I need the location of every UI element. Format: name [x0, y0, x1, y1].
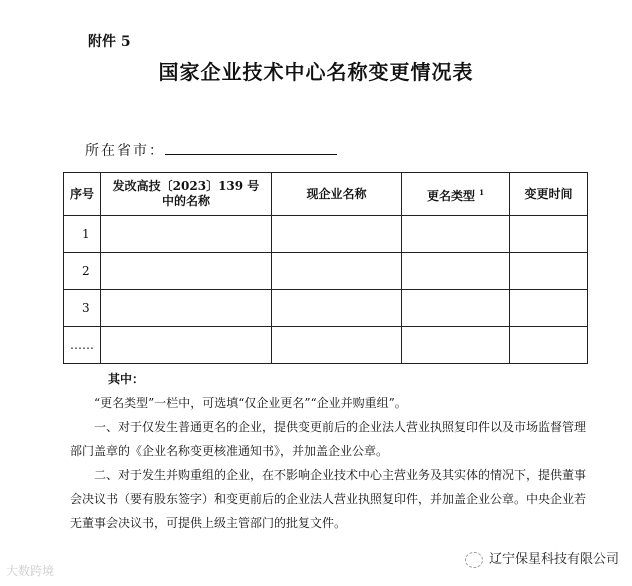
header-rename-type	[402, 173, 510, 216]
wechat-icon	[465, 552, 483, 568]
change-table	[63, 172, 588, 364]
header-old-name: 发改高技〔2023〕139 号中的名称	[101, 173, 272, 216]
header-current-name: 现企业名称	[272, 173, 402, 216]
row-index: 2	[64, 253, 101, 290]
table-row	[64, 327, 588, 364]
cell	[101, 216, 272, 253]
province-label: 所在省市：	[85, 143, 165, 159]
province-field	[85, 140, 337, 160]
table-row	[64, 253, 588, 290]
cell	[272, 253, 402, 290]
cell	[101, 290, 272, 327]
cell	[101, 253, 272, 290]
cell	[101, 327, 272, 364]
cell	[272, 290, 402, 327]
province-blank	[165, 142, 337, 155]
brand-mark	[465, 548, 619, 568]
note-line: 二、对于发生并购重组的企业，在不影响企业技术中心主营业务及其实体的情况下，提供董事会决议书（要有股东签字）和变更前后的企业法人营业执照复印件，并加盖企业公章。中央企业若无董事会决议书，可提供上级主管部门的批复文件。	[70, 468, 587, 530]
row-index: ……	[64, 327, 101, 364]
header-change-time: 变更时间	[510, 173, 588, 216]
row-index: 1	[64, 216, 101, 253]
cell	[510, 253, 588, 290]
header-index: 序号	[64, 173, 101, 216]
cell	[272, 327, 402, 364]
cell	[402, 253, 510, 290]
cell	[402, 290, 510, 327]
note-line: 一、对于仅发生普通更名的企业，提供变更前后的企业法人营业执照复印件以及市场监督管理部门盖章的《企业名称变更核准通知书》，并加盖企业公章。	[70, 420, 587, 458]
notes	[70, 367, 590, 535]
table-header-row	[64, 173, 588, 216]
cell	[510, 290, 588, 327]
row-index: 3	[64, 290, 101, 327]
cell	[402, 216, 510, 253]
cell	[510, 216, 588, 253]
cell	[510, 327, 588, 364]
brand-name: 辽宁保星科技有限公司	[489, 552, 620, 567]
header-rename-type-label: 更名类型	[426, 188, 475, 203]
note-line: “更名类型”一栏中，可选填“仅企业更名”“企业并购重组”。	[94, 396, 407, 410]
watermark: 大数跨境	[6, 564, 55, 578]
cell	[402, 327, 510, 364]
notes-heading: 其中：	[108, 372, 145, 386]
table-row	[64, 290, 588, 327]
table-row	[64, 216, 588, 253]
page-title: 国家企业技术中心名称变更情况表	[158, 60, 474, 84]
attachment-label: 附件 5	[88, 34, 131, 50]
footnote-marker: 1	[479, 187, 485, 197]
cell	[272, 216, 402, 253]
